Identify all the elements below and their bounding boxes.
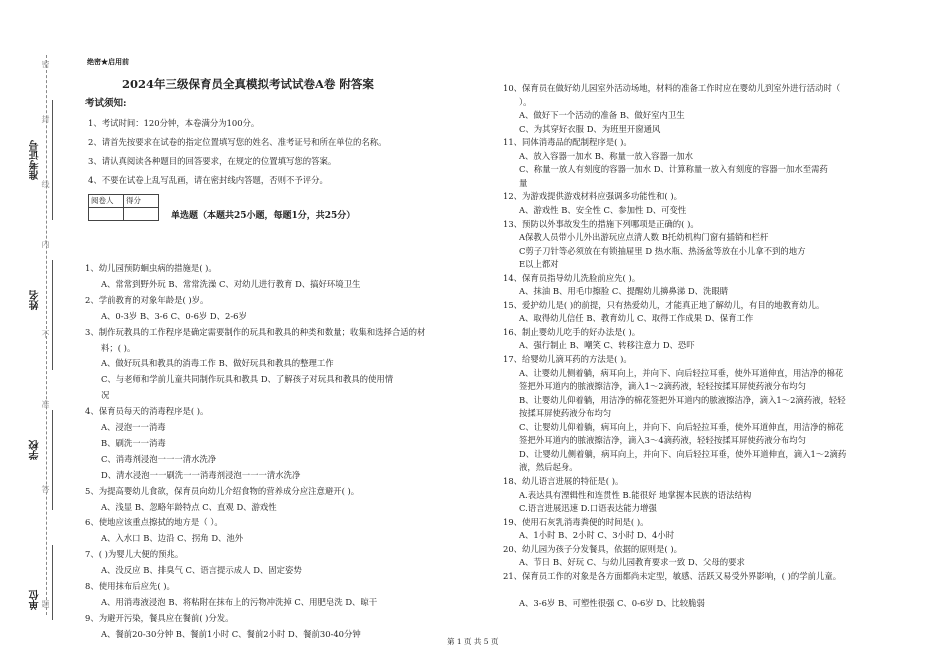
seal-mark: 准	[41, 400, 50, 408]
question-line: C、消毒剂浸泡一一一清水洗净	[101, 453, 217, 464]
question-line: A、放入容器一加水 B、称量一放入容器一加水	[519, 150, 693, 161]
question-line: A、让婴幼儿侧着躺，病耳向上，并向下、向后轻拉耳垂，使外耳道伸直，用洁净的棉花	[519, 367, 844, 378]
question-line: A、常常到野外玩 B、常常洗澡 C、对幼儿进行教育 D、搞好环境卫生	[101, 278, 361, 289]
binding-margin	[0, 0, 80, 671]
page-title: 2024年三级保育员全真模拟考试试卷A卷 附答案	[122, 77, 374, 91]
seal-mark: 线	[41, 180, 50, 188]
question-line: 签把外耳道内的脓液擦洁净，滴入1～2滴药液，轻轻按揉耳屏使药液分布均匀	[519, 381, 807, 392]
question-line: 15、爱护幼儿是( )的前提，只有热爱幼儿，才能真正地了解幼儿，有目的地教育幼儿。	[503, 299, 825, 310]
note-item: 3、请认真阅读各种题目的回答要求，在规定的位置填写您的答案。	[88, 156, 337, 166]
question-line: A、没反应 B、排臭气 C、语言提示成人 D、固定姿势	[101, 565, 302, 576]
question-line: D、清水浸泡一一刷洗一一消毒剂浸泡一一一清水洗净	[101, 469, 301, 480]
name-label: 姓名	[30, 290, 41, 310]
question-line: A.表达具有湮辑性和连贯性 B.能很好 地掌握本民族的语法结构	[519, 489, 752, 500]
score-table-reviewer: 阅卷人	[89, 195, 124, 208]
name-field[interactable]	[52, 260, 53, 370]
question-line: 7、( )为婴儿大便的预兆。	[85, 549, 184, 560]
confidential-tag: 绝密★启用前	[87, 57, 129, 66]
question-line: A、0-3岁 B、3-6 C、0-6岁 D、2-6岁	[101, 310, 247, 321]
question-line: A、做好玩具和教具的消毒工作 B、做好玩具和教具的整理工作	[101, 358, 334, 369]
question-line: 8、使用抹布后应先( )。	[85, 581, 175, 591]
question-line: A、1小时 B、2小时 C、3小时 D、4小时	[519, 530, 675, 541]
question-line: 11、同体消毒品的配制程序是( )。	[503, 137, 632, 148]
question-line: 18、幼儿语言进展的特征是( )。	[503, 475, 624, 486]
question-line: C、与老师和学前儿童共同制作玩具和教具 D、了解孩子对玩具和教具的使用情	[101, 374, 394, 385]
question-line: A、做好下一个活动的准备 B、做好室内卫生	[519, 110, 685, 121]
question-line: 14、保育员指导幼儿洗脸前应先( )。	[503, 272, 641, 283]
unit-label: 单位	[30, 590, 41, 610]
question-line: 13、预防以外事故发生的措施下列哪项是正确的( )。	[503, 218, 699, 229]
question-line: 16、制止婴幼儿吃手的好办法是( )。	[503, 326, 641, 337]
question-line: C、称量一放人有刻度的容器一加水 D、计算称量一放入有刻度的容器一加水至需药	[519, 164, 828, 175]
question-line: C.语言进展迅速 D.口语表达能力增强	[519, 503, 657, 514]
question-line: A保教人员带小儿外出游玩应点清人数 B托幼机构门窗有插销和栏杆	[519, 232, 769, 243]
question-line: 12、为游戏提供游戏材料应强调多功能性和( )。	[503, 191, 682, 202]
question-line: A、节日 B、好玩 C、与幼儿园教育要求一致 D、父母的要求	[519, 557, 745, 568]
question-line: 20、幼儿园为孩子分发餐具，依据的原则是( )。	[503, 543, 682, 554]
question-line: A、入水口 B、边沿 C、拐角 D、池外	[101, 533, 244, 544]
seal-mark: 封	[41, 115, 50, 123]
question-line: C、让婴幼儿仰着躺，病耳向上，并向下、向后轻拉耳垂，使外耳道伸直，用洁净的棉花	[519, 421, 844, 432]
question-line: A、强行制止 B、嘲笑 C、转移注意力 D、恐吓	[519, 340, 695, 351]
question-line: E以上都对	[519, 259, 559, 270]
question-line: 21、保育员工作的对象是各方面都尚未定型，敏感、活跃又易受外界影响，( )的学前儿童。	[503, 570, 842, 581]
exam-number-field[interactable]	[52, 100, 53, 220]
score-table-score-cell[interactable]	[124, 208, 159, 221]
question-line: 签把外耳道内的脓液擦洁净，滴入3～4滴药液，轻轻按揉耳屏使药液分布均匀	[519, 435, 807, 446]
question-line: 2、学前教育的对象年龄是( )岁。	[85, 294, 209, 305]
question-line: B、让婴幼儿仰着躺，用洁净的棉花签把外耳道内的脓液擦洁净，滴入1～2滴药液，轻轻	[519, 394, 846, 405]
question-line: 3、制作玩教具的工作程序是确定需要制作的玩具和教具的种类和数量；收集和选择合适的材	[85, 326, 426, 337]
score-table	[88, 194, 159, 221]
unit-field[interactable]	[52, 545, 53, 620]
question-line: A、用消毒液浸泡 B、将粘附在抹布上的污物冲洗掉 C、用肥皂洗 D、晾干	[101, 596, 378, 607]
exam-number-label: 准考证号	[30, 140, 41, 180]
question-line: 料；( )。	[101, 342, 136, 353]
score-table-reviewer-cell[interactable]	[89, 208, 124, 221]
seal-mark: 题	[41, 600, 50, 608]
section-title: 单选题（本题共25小题，每题1分，共25分）	[171, 211, 356, 221]
question-line: 量	[519, 177, 528, 188]
note-item: 2、请首先按要求在试卷的指定位置填写您的姓名、准考证号和所在单位的名称。	[88, 137, 387, 147]
score-table-score: 得分	[124, 195, 159, 208]
question-line: 17、给婴幼儿滴耳药的方法是( )。	[503, 354, 632, 364]
question-line: A、游戏性 B、安全性 C、参加性 D、可变性	[519, 204, 687, 215]
question-line: 5、为提高婴幼儿食欲，保育员向幼儿介绍食物的营养成分应注意避开( )。	[85, 485, 360, 496]
question-line: D、让婴幼儿侧着躺，病耳向上，并向下、向后轻拉耳垂，使外耳道伸直，滴入1～2滴药	[519, 448, 847, 459]
question-line: A、浸泡一一消毒	[101, 422, 166, 432]
page-footer: 第 1 页 共 5 页	[447, 637, 499, 646]
seal-mark: 答	[41, 485, 50, 493]
question-line: 1、幼儿园预防蛔虫病的措施是( )。	[85, 263, 217, 273]
question-line: A、取得幼儿信任 B、教育幼儿 C、取得工作成果 D、保育工作	[519, 313, 754, 324]
note-item: 4、不要在试卷上乱写乱画，请在密封线内答题，否则不予评分。	[88, 175, 328, 185]
school-field[interactable]	[52, 410, 53, 510]
question-line: 4、保育员每天的消毒程序是( )。	[85, 406, 209, 417]
seal-mark: 不	[41, 330, 50, 338]
question-line: 况	[101, 390, 110, 401]
question-line: B、刷洗一一消毒	[101, 437, 166, 448]
question-line: 9、为避开污染，餐具应在餐前( )分发。	[85, 612, 234, 623]
question-line: A、浅显 B、忽略年龄特点 C、直观 D、游戏性	[101, 501, 277, 512]
school-label: 学校	[30, 440, 41, 460]
question-line: A、餐前20-30分钟 B、餐前1小时 C、餐前2小时 D、餐前30-40分钟	[101, 628, 361, 639]
question-line: C、为其穿好衣服 D、为班里开窗通风	[519, 123, 661, 134]
question-line: A、抹油 B、用毛巾擦脸 C、提醒幼儿擤鼻涕 D、洗眼睛	[519, 286, 729, 297]
question-line: 10、保育员在做好幼儿园室外活动场地，材料的准备工作时应在婴幼儿到室外进行活动时（	[503, 83, 841, 93]
question-line: ）。	[519, 96, 532, 107]
question-line: 6、使地应该重点擦拭的地方是（ ）。	[85, 517, 223, 528]
question-line: 19、使用石灰乳消毒粪便的时间是( )。	[503, 516, 649, 527]
notes-heading: 考试须知:	[85, 98, 127, 109]
seal-mark: 密	[41, 60, 50, 68]
question-line: 按揉耳屏使药液分布均匀	[519, 408, 612, 419]
question-line: 液，然后起身。	[519, 462, 578, 473]
note-item: 1、考试时间：120分钟，本卷满分为100分。	[88, 118, 260, 128]
seal-mark: 内	[41, 240, 50, 248]
question-line: A、3-6岁 B、可塑性很强 C、0-6岁 D、比较脆弱	[519, 597, 705, 608]
question-line: C剪子刀针等必须放在有锁抽屉里 D 热水瓶、热汤盆等放在小儿拿不到的地方	[519, 245, 806, 256]
